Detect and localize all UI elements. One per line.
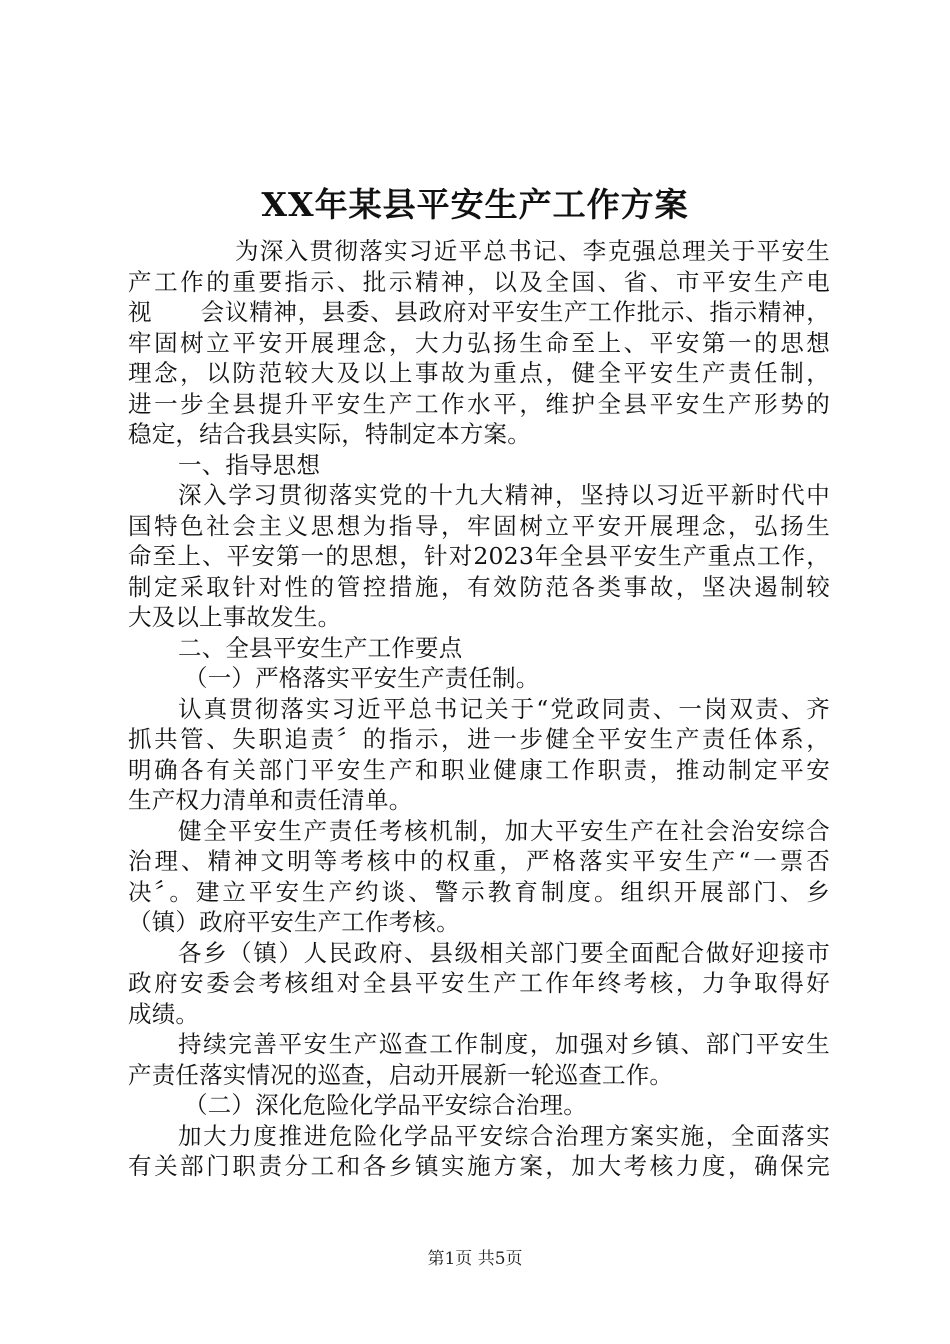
- paragraph-line: 政府安委会考核组对全县平安生产工作年终考核，力争取得好: [128, 969, 830, 997]
- paragraph-line: 产责任落实情况的巡查，启动开展新一轮巡查工作。: [128, 1060, 674, 1089]
- paragraph-line: 持续完善平安生产巡查工作制度，加强对乡镇、部门平安生: [178, 1030, 830, 1058]
- paragraph-line: 认真贯彻落实习近平总书记关于“党政同责、一岗双责、齐: [178, 694, 830, 723]
- paragraph-line: 生产权力清单和责任清单。: [128, 786, 413, 814]
- paragraph-line: 各乡（镇）人民政府、县级相关部门要全面配合做好迎接市: [178, 938, 830, 967]
- section-heading: 二、全县平安生产工作要点: [178, 633, 463, 662]
- paragraph-line: 治理、精神文明等考核中的权重，严格落实平安生产“一票否: [128, 847, 830, 875]
- paragraph-line: 深入学习贯彻落实党的十九大精神，坚持以习近平新时代中: [178, 481, 830, 509]
- page-footer: 第1页 共5页: [427, 1249, 523, 1269]
- paragraph-line: 制定采取针对性的管控措施，有效防范各类事故，坚决遏制较: [128, 572, 830, 601]
- paragraph-line: 成绩。: [128, 999, 200, 1028]
- paragraph-line: 明确各有关部门平安生产和职业健康工作职责，推动制定平安: [128, 755, 830, 784]
- section-heading: 一、指导思想: [178, 450, 321, 479]
- paragraph-line: 大及以上事故发生。: [128, 603, 342, 631]
- paragraph-line: （镇）政府平安生产工作考核。: [128, 908, 460, 936]
- document-body: [128, 236, 830, 1182]
- paragraph-line: 决〞。建立平安生产约谈、警示教育制度。组织开展部门、乡: [128, 877, 830, 906]
- paragraph-line: 视 会议精神，县委、县政府对平安生产工作批示、指示精神，: [128, 298, 830, 326]
- paragraph-line: 健全平安生产责任考核机制，加大平安生产在社会治安综合: [178, 816, 830, 845]
- paragraph-line: 产工作的重要指示、批示精神，以及全国、省、市平安生产电: [128, 267, 830, 296]
- paragraph-line: 命至上、平安第一的思想，针对2023年全县平安生产重点工作，: [128, 542, 830, 570]
- document-title: XX年某县平安生产工作方案: [261, 185, 689, 224]
- paragraph-line: 为深入贯彻落实习近平总书记、李克强总理关于平安生: [235, 237, 830, 265]
- paragraph-line: 抓共管、失职追责〞的指示，进一步健全平安生产责任体系，: [128, 725, 830, 753]
- paragraph-line: 加大力度推进危险化学品平安综合治理方案实施，全面落实: [178, 1121, 830, 1150]
- subsection-heading: （二）深化危险化学品平安综合治理。: [184, 1091, 587, 1119]
- subsection-heading: （一）严格落实平安生产责任制。: [184, 664, 540, 692]
- paragraph-line: 进一步全县提升平安生产工作水平，维护全县平安生产形势的: [128, 389, 830, 418]
- paragraph-line: 理念，以防范较大及以上事故为重点，健全平安生产责任制，: [128, 359, 830, 387]
- paragraph-line: 稳定，结合我县实际，特制定本方案。: [128, 420, 531, 448]
- paragraph-line: 有关部门职责分工和各乡镇实施方案，加大考核力度，确保完: [128, 1152, 830, 1180]
- paragraph-line: 牢固树立平安开展理念，大力弘扬生命至上、平安第一的思想: [128, 328, 830, 357]
- paragraph-line: 国特色社会主义思想为指导，牢固树立平安开展理念，弘扬生: [128, 511, 830, 540]
